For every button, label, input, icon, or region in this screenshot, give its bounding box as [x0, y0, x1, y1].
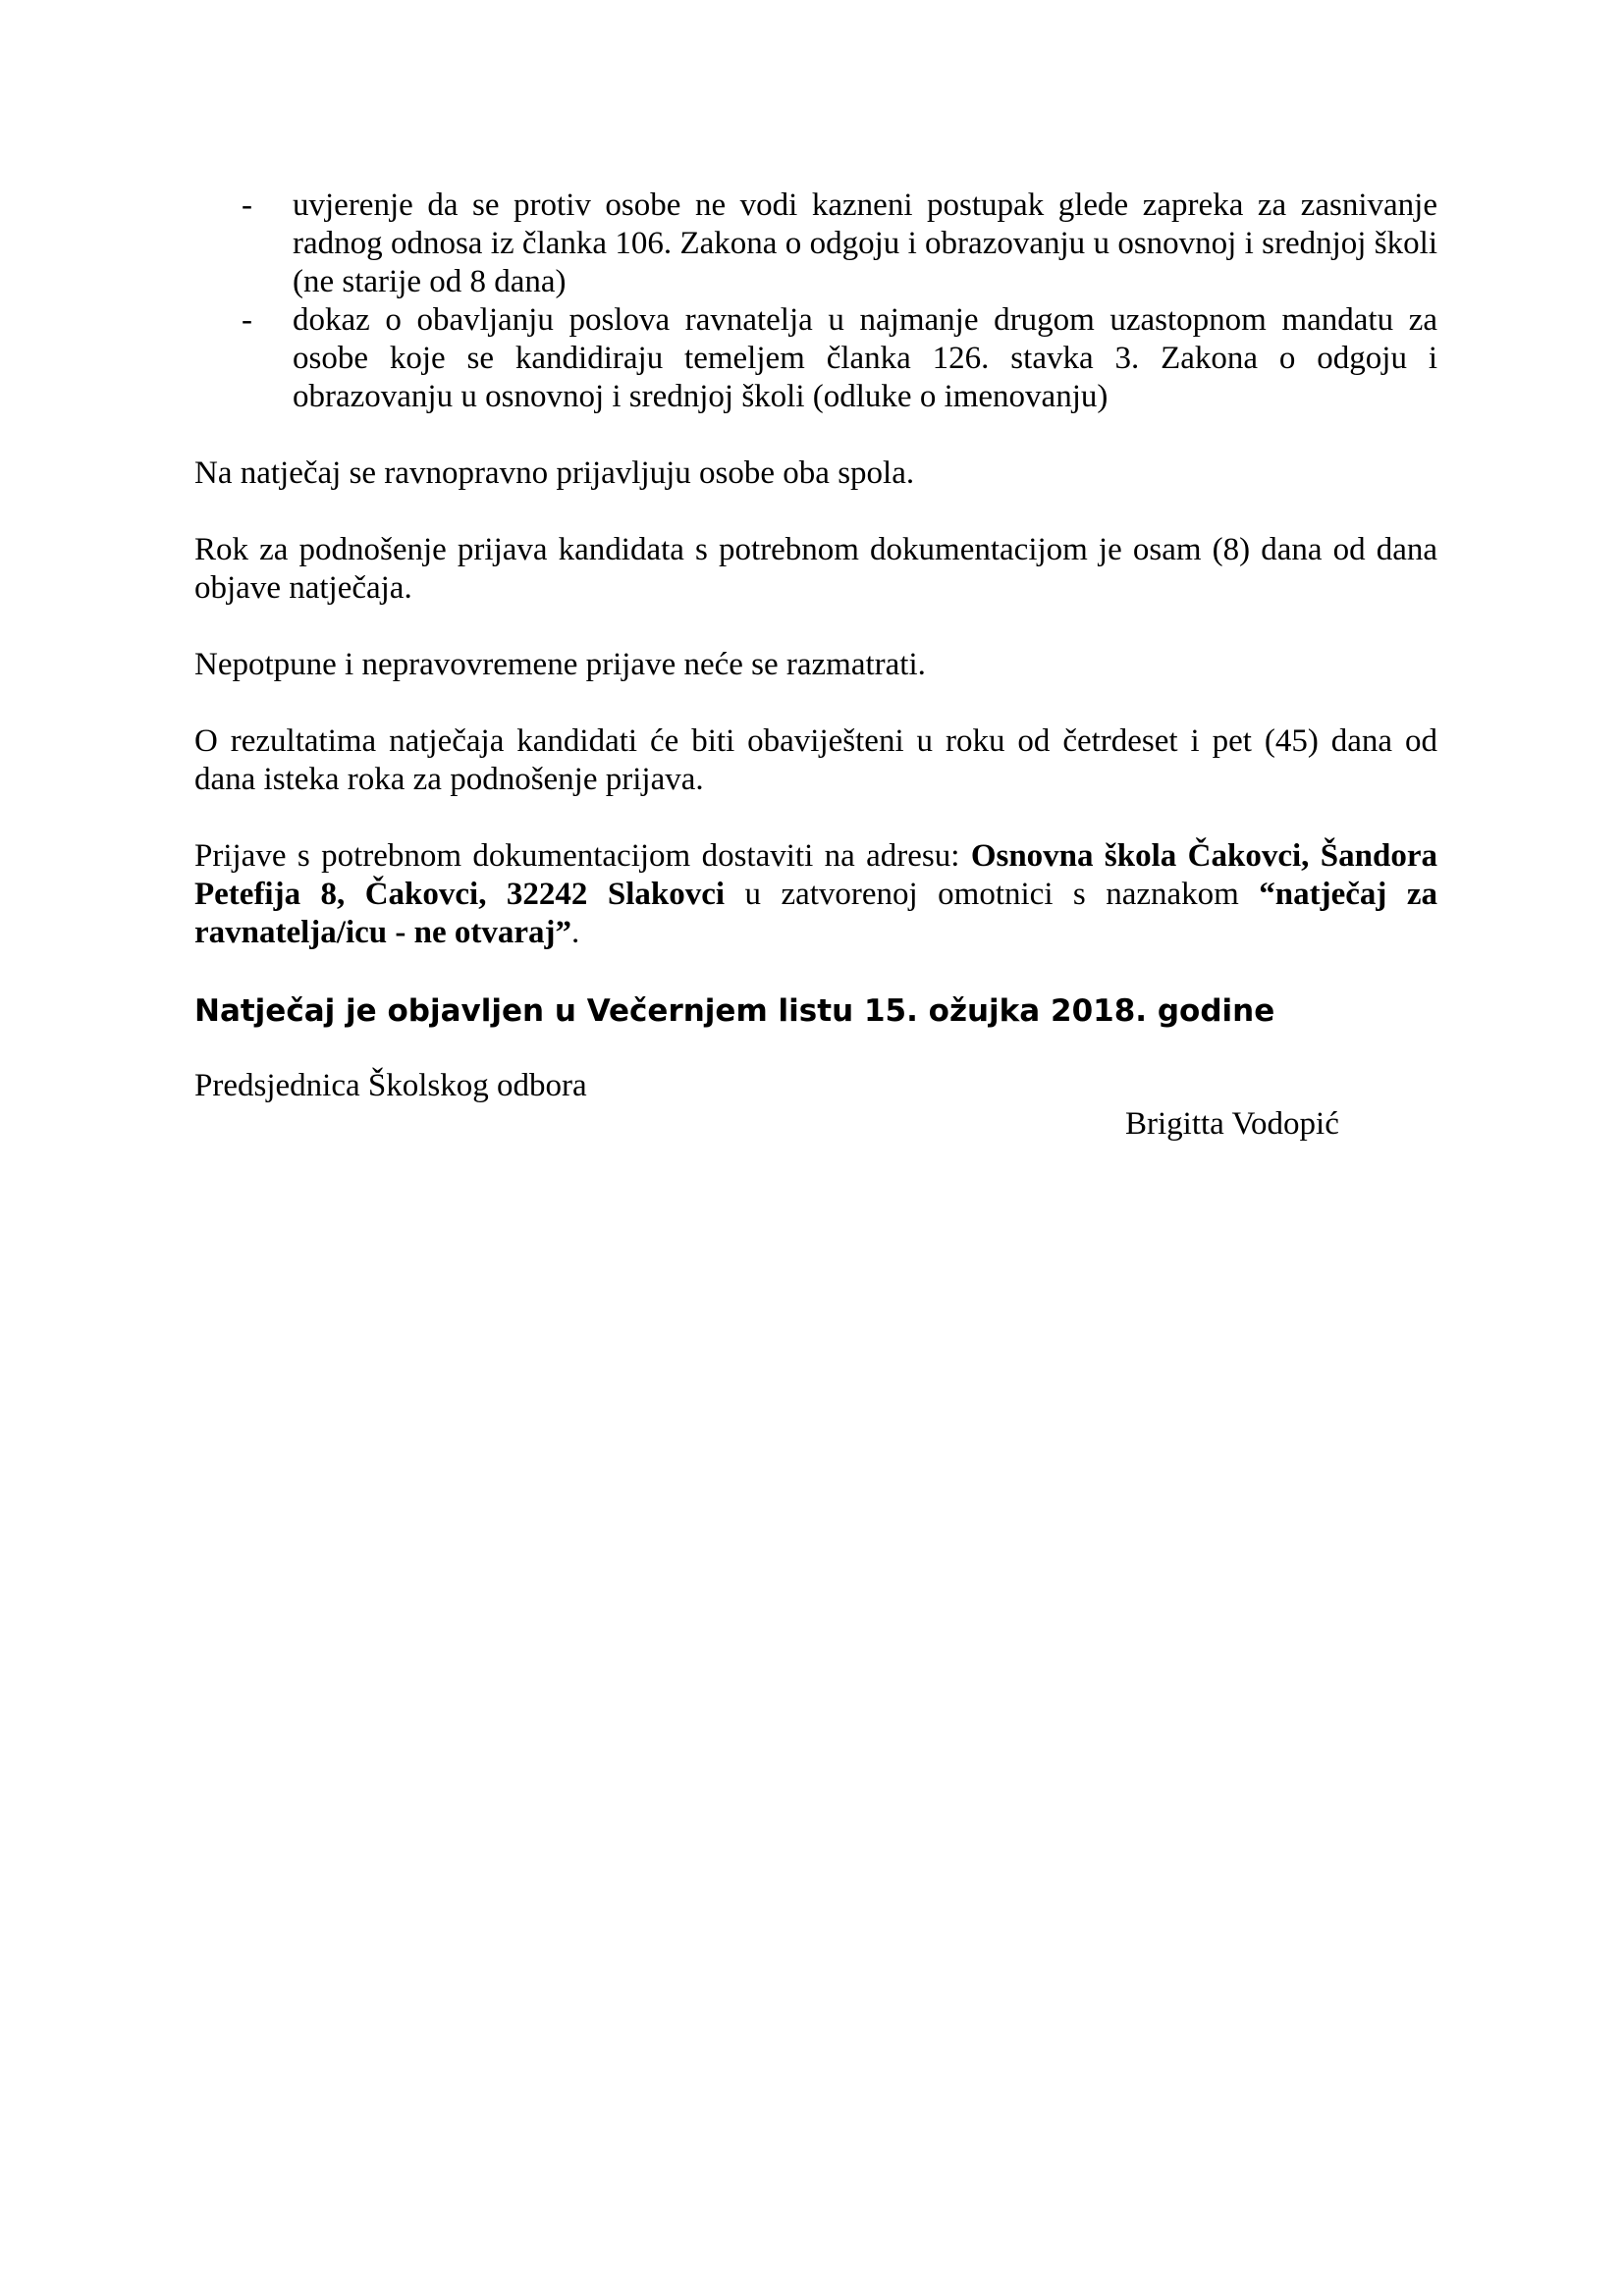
submission-paragraph: [194, 837, 1437, 952]
list-item: [194, 187, 1437, 301]
equal-opportunity-paragraph: Na natječaj se ravnopravno prijavljuju osobe oba spola.: [194, 455, 915, 491]
publication-announcement: Natječaj je objavljen u Večernjem listu 15. ožujka 2018. godine: [194, 993, 1275, 1029]
list-item: [194, 301, 1437, 416]
school-address: Osnovna škola Čakovci, Šandora Petefija 8, Čakovci, 32242 Slakovci: [194, 838, 1437, 912]
deadline-paragraph: Rok za podnošenje prijava kandidata s potrebnom dokumentacijom je osam (8) dana od dana objave natječaja.: [194, 532, 1437, 606]
envelope-marking: “natječaj za ravnatelja/icu - ne otvaraj”: [194, 877, 1437, 950]
results-paragraph: O rezultatima natječaja kandidati će biti obaviješteni u roku od četrdeset i pet (45) dana od dana isteka roka za podnošenje prijava.: [194, 723, 1437, 797]
bullet-dash: -: [242, 187, 252, 223]
bullet-dash: -: [242, 302, 252, 338]
list-item-text: uvjerenje da se protiv osobe ne vodi kazneni postupak glede zapreka za zasnivanje radnog odnosa iz članka 106. Zakona o odgoju i obrazovanju u osnovnoj i srednjoj školi (ne starije od 8 dana): [293, 187, 1437, 299]
document-page: [194, 187, 1437, 1144]
requirements-list: [194, 187, 1437, 416]
submission-intro: Prijave s potrebnom dokumentacijom dostaviti na adresu:: [194, 838, 971, 874]
list-item-text: dokaz o obavljanju poslova ravnatelja u najmanje drugom uzastopnom mandatu za osobe koje se kandidiraju temeljem članka 126. stavka 3. Zakona o odgoju i obrazovanju u osnovnoj i srednjoj školi (odluke o imenovanju): [293, 302, 1437, 414]
incomplete-applications-paragraph: Nepotpune i nepravovremene prijave neće se razmatrati.: [194, 647, 926, 682]
submission-middle: u zatvorenoj omotnici s naznakom: [725, 877, 1260, 912]
submission-end: .: [571, 915, 580, 950]
signature-name: Brigitta Vodopić: [1125, 1106, 1339, 1142]
signature-title: Predsjednica Školskog odbora: [194, 1068, 587, 1103]
